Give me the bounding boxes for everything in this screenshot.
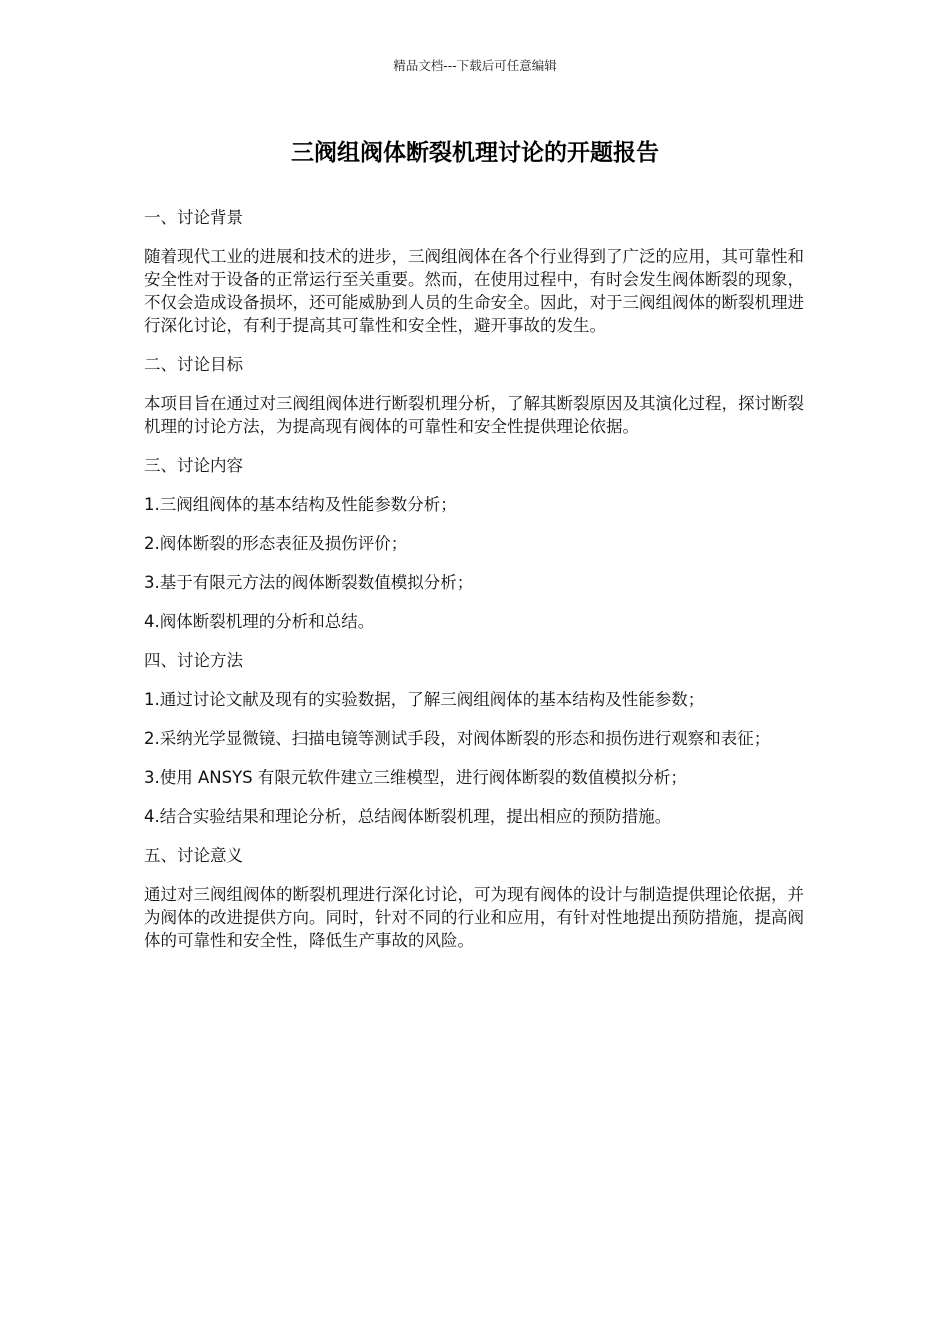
- methods-list-item: 2.采纳光学显微镜、扫描电镜等测试手段，对阀体断裂的形态和损伤进行观察和表征；: [144, 729, 771, 748]
- page-header-note: 精品文档---下载后可任意编辑: [393, 58, 557, 73]
- methods-list-item: 4.结合实验结果和理论分析，总结阀体断裂机理，提出相应的预防措施。: [144, 807, 672, 826]
- section-paragraph-objectives: 本项目旨在通过对三阀组阀体进行断裂机理分析，了解其断裂原因及其演化过程，探讨断裂机理的讨论方法，为提高现有阀体的可靠性和安全性提供理论依据。: [144, 394, 804, 436]
- section-heading-significance: 五、讨论意义: [144, 846, 243, 865]
- section-heading-background: 一、讨论背景: [144, 208, 243, 227]
- section-heading-objectives: 二、讨论目标: [144, 355, 243, 374]
- content-list-item: 4.阀体断裂机理的分析和总结。: [144, 612, 375, 631]
- methods-list-item: 3.使用 ANSYS 有限元软件建立三维模型，进行阀体断裂的数值模拟分析；: [144, 768, 687, 787]
- document-body: [144, 206, 806, 968]
- content-list-item: 3.基于有限元方法的阀体断裂数值模拟分析；: [144, 573, 474, 592]
- section-heading-methods: 四、讨论方法: [144, 651, 243, 670]
- section-heading-content: 三、讨论内容: [144, 456, 243, 475]
- section-paragraph-significance: 通过对三阀组阀体的断裂机理进行深化讨论，可为现有阀体的设计与制造提供理论依据，并为阀体的改进提供方向。同时，针对不同的行业和应用，有针对性地提出预防措施，提高阀体的可靠性和安全性，降低生产事故的风险。: [144, 885, 804, 950]
- content-list-item: 1.三阀组阀体的基本结构及性能参数分析；: [144, 495, 457, 514]
- methods-list-item: 1.通过讨论文献及现有的实验数据，了解三阀组阀体的基本结构及性能参数；: [144, 690, 705, 709]
- document-title: 三阀组阀体断裂机理讨论的开题报告: [291, 140, 659, 166]
- section-paragraph-background: 随着现代工业的进展和技术的进步，三阀组阀体在各个行业得到了广泛的应用，其可靠性和安全性对于设备的正常运行至关重要。然而，在使用过程中，有时会发生阀体断裂的现象，不仅会造成设备损坏，还可能威胁到人员的生命安全。因此，对于三阀组阀体的断裂机理进行深化讨论，有利于提高其可靠性和安全性，避开事故的发生。: [144, 247, 804, 335]
- content-list-item: 2.阀体断裂的形态表征及损伤评价；: [144, 534, 408, 553]
